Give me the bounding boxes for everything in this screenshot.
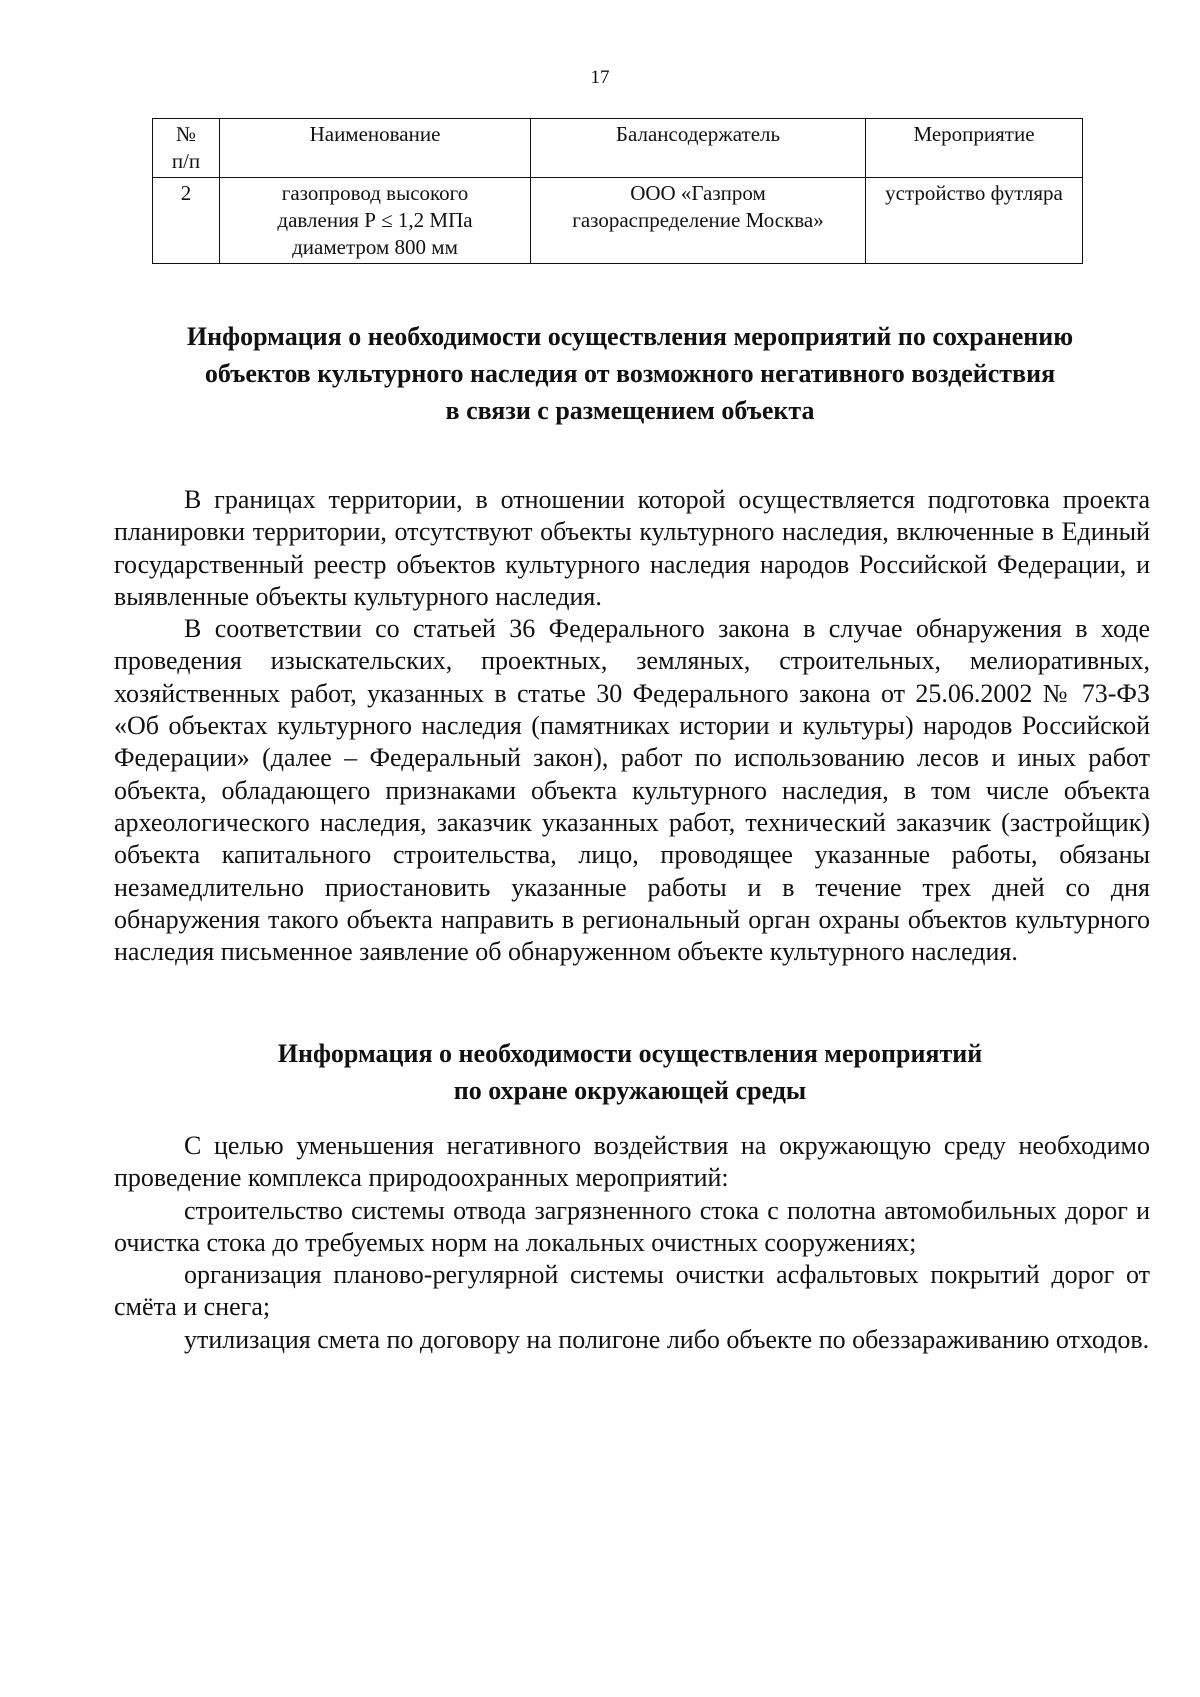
header-number-line: № (175, 122, 197, 146)
section-heading-environment (200, 1035, 1060, 1109)
heading-line: Информация о необходимости осуществления мероприятий (277, 1039, 983, 1068)
page-number: 17 (590, 67, 610, 88)
cell-measure: устройство футляра (866, 178, 1083, 264)
table-header-row (153, 119, 1083, 178)
heading-line: Информация о необходимости осуществления мероприятий по сохранению (186, 322, 1074, 351)
header-measure: Мероприятие (866, 119, 1083, 178)
heading-line: по охране окружающей среды (453, 1076, 807, 1105)
header-number-line: п/п (171, 149, 201, 173)
cell-number: 2 (153, 178, 220, 264)
paragraph: строительство системы отвода загрязненного стока с полотна автомобильных дорог и очистка стока до требуемых норм на локальных очистных сооружениях; (114, 1195, 1150, 1257)
section-body-cultural-heritage (114, 484, 1150, 968)
paragraph: С целью уменьшения негативного воздействия на окружающую среду необходимо проведение комплекса природоохранных мероприятий: (114, 1131, 1150, 1193)
header-number (153, 119, 220, 178)
section-body-environment (114, 1130, 1150, 1356)
cell-holder (531, 178, 866, 264)
infrastructure-table (152, 118, 1083, 264)
cell-name-line: диаметром 800 мм (292, 235, 458, 259)
cell-name (220, 178, 531, 264)
cell-name-line: газопровод высокого (281, 181, 469, 205)
cell-holder-line: газораспределение Москва» (572, 208, 824, 232)
section-heading-cultural-heritage (110, 318, 1150, 429)
header-holder: Балансодержатель (531, 119, 866, 178)
cell-name-line: давления Р ≤ 1,2 МПа (277, 208, 473, 232)
heading-line: объектов культурного наследия от возможного негативного воздействия (204, 359, 1056, 388)
paragraph: В соответствии со статьей 36 Федерального закона в случае обнаружения в ходе проведения изыскательских, проектных, земляных, строительных, мелиоративных, хозяйственных работ, указанных в статье 30 Федерального закона от 25.06.2002 № 73-ФЗ «Об объектах культурного наследия (памятниках истории и культуры) народов Российской Федерации» (далее – Федеральный закон), работ по использованию лесов и иных работ объекта, обладающего признаками объекта культурного наследия, в том числе объекта археологического наследия, заказчик указанных работ, технический заказчик (застройщик) объекта капитального строительства, лицо, проводящее указанные работы, обязаны незамедлительно приостановить указанные работы и в течение трех дней со дня обнаружения такого объекта направить в региональный орган охраны объектов культурного наследия письменное заявление об обнаруженном объекте культурного наследия. (114, 614, 1150, 967)
paragraph: организация планово-регулярной системы очистки асфальтовых покрытий дорог от смёта и снега; (114, 1260, 1150, 1322)
paragraph: В границах территории, в отношении которой осуществляется подготовка проекта планировки территории, отсутствуют объекты культурного наследия, включенные в Единый государственный реестр объектов культурного наследия народов Российской Федерации, и выявленные объекты культурного наследия. (114, 485, 1150, 611)
cell-holder-line: ООО «Газпром (630, 181, 766, 205)
header-name: Наименование (220, 119, 531, 178)
heading-line: в связи с размещением объекта (445, 396, 815, 425)
paragraph: утилизация смета по договору на полигоне либо объекте по обеззараживанию отходов. (184, 1324, 1150, 1354)
table-row (153, 178, 1083, 264)
